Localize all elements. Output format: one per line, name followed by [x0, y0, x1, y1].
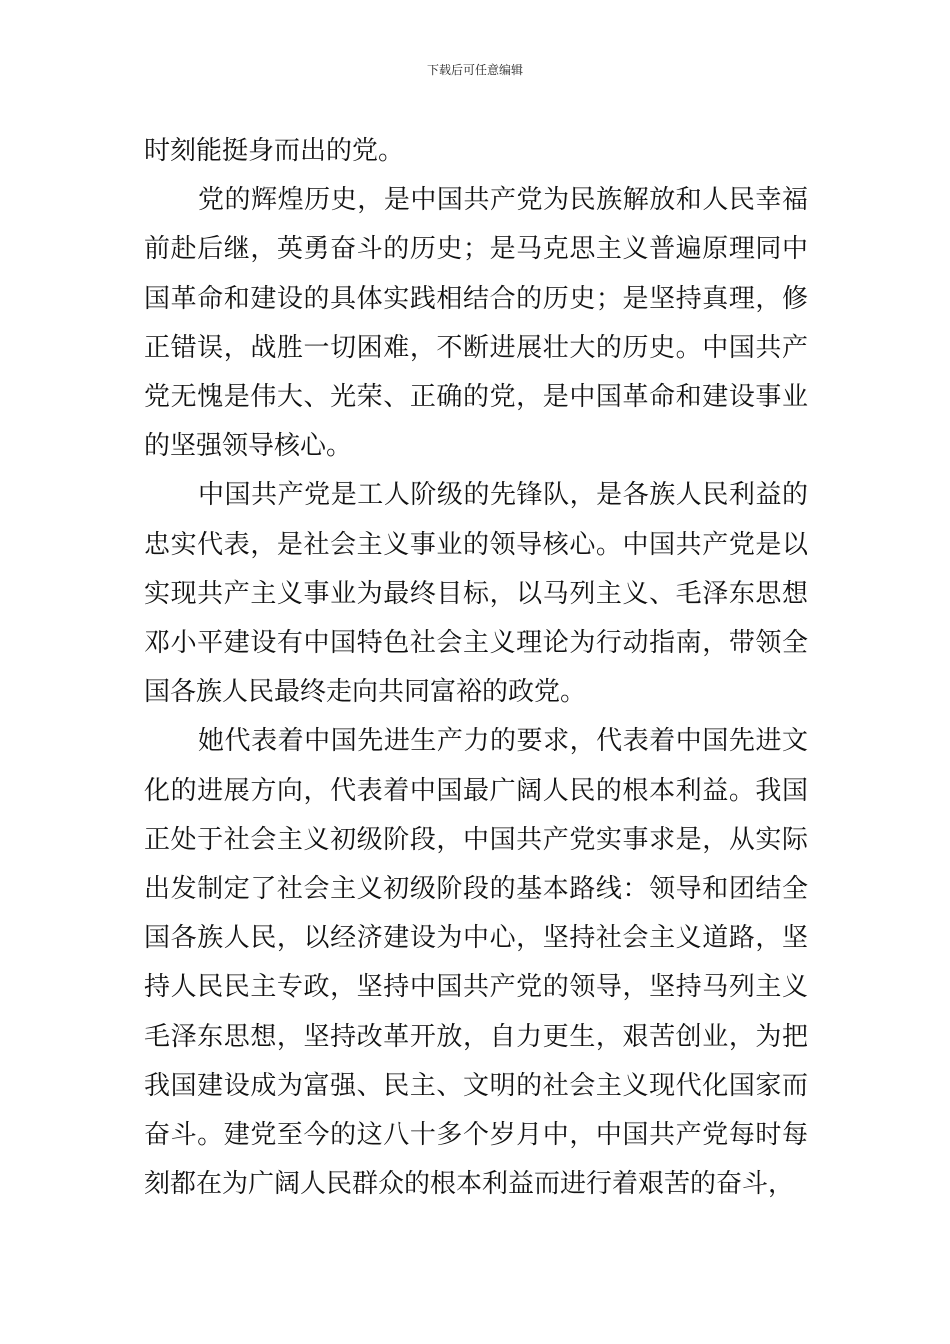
paragraph-continuation: 时刻能挺身而出的党。 — [144, 136, 405, 166]
paragraph-party-representation: 她代表着中国先进生产力的要求，代表着中国先进文化的进展方向，代表着中国最广阔人民的根本利益。我国正处于社会主义初级阶段，中国共产党实事求是，从实际出发制定了社会主义初级阶段的基本路线：领导和团结全国各族人民，以经济建设为中心，坚持社会主义道路，坚持人民民主专政，坚持中国共产党的领导，坚持马列主义毛泽东思想，坚持改革开放，自力更生，艰苦创业，为把我国建设成为富强、民主、文明的社会主义现代化国家而奋斗。建党至今的这八十多个岁月中，中国共产党每时每刻都在为广阔人民群众的根本利益而进行着艰苦的奋斗， — [144, 726, 808, 1200]
document-body — [144, 127, 808, 1209]
paragraph-party-vanguard: 中国共产党是工人阶级的先锋队，是各族人民利益的忠实代表，是社会主义事业的领导核心。中国共产党是以实现共产主义事业为最终目标，以马列主义、毛泽东思想邓小平建设有中国特色社会主义理论为行动指南，带领全国各族人民最终走向共同富裕的政党。 — [144, 480, 808, 708]
page-header: 下载后可任意编辑 — [426, 63, 523, 77]
paragraph-party-history: 党的辉煌历史，是中国共产党为民族解放和人民幸福前赴后继，英勇奋斗的历史；是马克思主义普遍原理同中国革命和建设的具体实践相结合的历史；是坚持真理，修正错误，战胜一切困难，不断进展壮大的历史。中国共产党无愧是伟大、光荣、正确的党，是中国革命和建设事业的坚强领导核心。 — [144, 185, 808, 462]
